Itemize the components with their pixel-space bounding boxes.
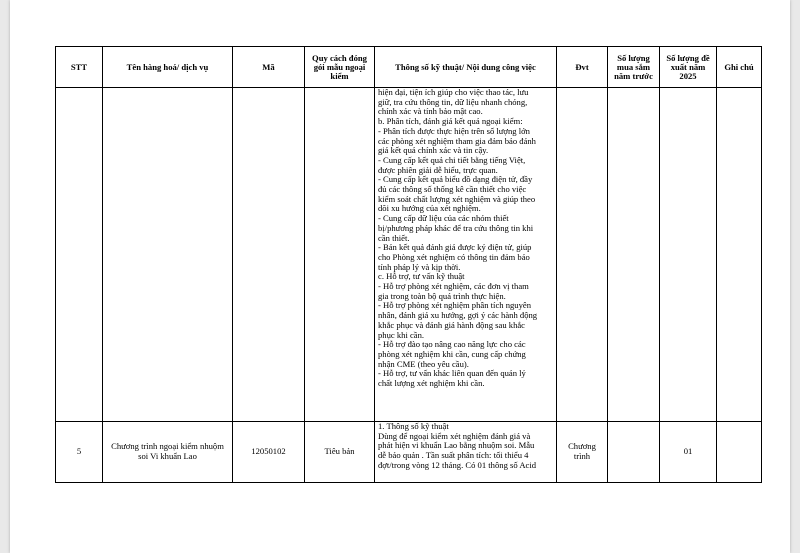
spec-line: dõi xu hướng của xét nghiệm.: [378, 203, 481, 214]
spec-line: bị/phương pháp khác để tra cứu thông tin khi: [378, 222, 534, 233]
cell-packaging: [305, 88, 375, 422]
spec-line: phòng xét nghiệm khi cần, cung cấp chứng: [378, 348, 526, 359]
header-row: [56, 47, 762, 88]
cell-unit: [557, 88, 608, 422]
spec-line: được phiên giải dễ hiểu, trực quan.: [378, 164, 498, 175]
spec-line: - Phân tích được thực hiện trên số lượng lớn: [378, 125, 530, 136]
spec-line: cần thiết.: [378, 232, 410, 243]
cell-proposed-qty: [660, 88, 717, 422]
cell-note: [717, 422, 762, 483]
cell-packaging: Tiêu bản: [305, 422, 375, 483]
header-proposed-qty: Số lượng đề xuất năm 2025: [660, 47, 717, 88]
spec-line: kiểm soát chất lượng xét nghiệm và giúp theo: [378, 193, 536, 204]
spec-line: b. Phân tích, đánh giá kết quả ngoại kiểm:: [378, 116, 523, 127]
cell-note: [717, 88, 762, 422]
header-prev-qty: Số lượng mua sắm năm trước: [608, 47, 660, 88]
spec-line: cho Phòng xét nghiệm có thông tin đảm bảo: [378, 251, 530, 262]
document-page: [10, 0, 790, 553]
spec-line: khắc phục và đánh giá hành động sau khắc: [378, 319, 526, 330]
header-unit: Đvt: [557, 47, 608, 88]
cell-spec-continued: [375, 88, 557, 422]
cell-name: Chương trình ngoại kiểm nhuộm soi Vi khuẩn Lao: [103, 422, 233, 483]
spec-line: - Bản kết quả đánh giá được ký điện tử, giúp: [378, 242, 532, 253]
header-note: Ghi chú: [717, 47, 762, 88]
spec-line: đủ các thông số thống kê cần thiết cho việc: [378, 184, 527, 195]
spec-line: gia trong toàn bộ quá trình thực hiện.: [378, 290, 506, 301]
header-spec: Thông số kỹ thuật/ Nội dung công việc: [375, 47, 557, 88]
spec-line: - Hỗ trợ đào tạo nâng cao năng lực cho các: [378, 339, 526, 350]
spec-line: chất lượng xét nghiệm khi cần.: [378, 378, 485, 389]
cell-unit: Chương trình: [557, 422, 608, 483]
cell-code: [233, 88, 305, 422]
spec-line: 1. Thông số kỹ thuật: [378, 421, 449, 431]
procurement-table: [55, 46, 762, 483]
cell-stt: 5: [56, 422, 103, 483]
spec-line: - Hỗ trợ, tư vấn khác liên quan đến quản lý: [378, 368, 526, 379]
spec-line: giữ, tra cứu thông tin, dữ liệu nhanh chóng,: [378, 96, 528, 107]
spec-line: c. Hỗ trợ, tư vấn kỹ thuật: [378, 271, 465, 282]
header-stt: STT: [56, 47, 103, 88]
spec-line: hiện đại, tiện ích giúp cho việc thao tác, lưu: [378, 87, 529, 97]
spec-line: nhận CME (theo yêu cầu).: [378, 358, 469, 369]
header-name: Tên hàng hoá/ dịch vụ: [103, 47, 233, 88]
spec-line: các phòng xét nghiệm tham gia đảm bảo đánh: [378, 135, 536, 146]
cell-prev-qty: [608, 88, 660, 422]
cell-stt: [56, 88, 103, 422]
table-row-continued: [56, 88, 762, 422]
spec-line: phục khi cần.: [378, 329, 425, 340]
spec-line: giá kết quả chính xác và tin cậy.: [378, 145, 489, 156]
spec-line: nhân, đánh giá xu hướng, gợi ý các hành động: [378, 310, 538, 321]
spec-line: tính pháp lý và kịp thời.: [378, 261, 461, 272]
header-packaging: Quy cách đóng gói mẫu ngoại kiểm: [305, 47, 375, 88]
spec-line: đợt/trong vòng 12 tháng. Có 01 thông số Acid: [378, 459, 537, 470]
spec-line: chính xác và tính bảo mật cao.: [378, 106, 483, 117]
cell-code: 12050102: [233, 422, 305, 483]
spec-line: - Hỗ trợ phòng xét nghiệm, các đơn vị tham: [378, 281, 529, 292]
cell-spec: [375, 422, 557, 483]
cell-prev-qty: [608, 422, 660, 483]
header-code: Mã: [233, 47, 305, 88]
spec-line: phát hiện vi khuẩn Lao bằng nhuộm soi. Mẫu: [378, 440, 535, 451]
spec-line: Dùng để ngoại kiểm xét nghiệm đánh giá và: [378, 430, 531, 441]
spec-line: dễ bảo quản . Tần suất phân tích: tối thiểu 4: [378, 450, 529, 461]
spec-line: - Cung cấp kết quả chi tiết bằng tiếng Việt,: [378, 154, 526, 165]
table-row-5: [56, 422, 762, 483]
spec-line: - Hỗ trợ phòng xét nghiệm phân tích nguyên: [378, 300, 531, 311]
spec-line: - Cung cấp dữ liệu của các nhóm thiết: [378, 213, 509, 224]
cell-name: [103, 88, 233, 422]
cell-proposed-qty: 01: [660, 422, 717, 483]
spec-line: - Cung cấp kết quả biểu đồ dạng điện tử, đầy: [378, 174, 533, 185]
